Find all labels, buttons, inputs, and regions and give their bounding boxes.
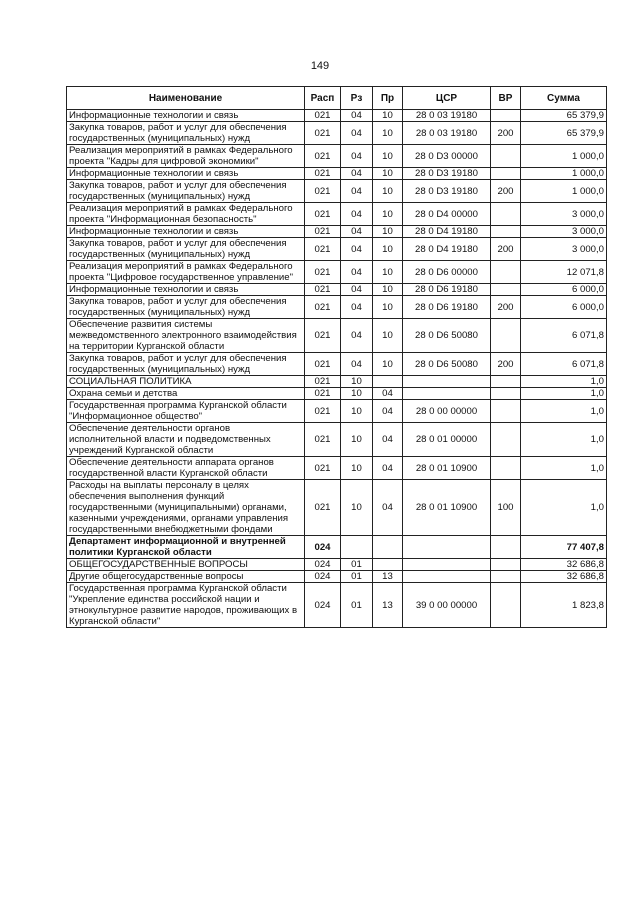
- cell-rasp: 021: [305, 110, 341, 122]
- cell-csr: 28 0 D4 00000: [403, 203, 491, 226]
- cell-sum: 3 000,0: [521, 238, 607, 261]
- cell-vr: [491, 284, 521, 296]
- cell-pr: 10: [373, 284, 403, 296]
- cell-rz: 04: [341, 284, 373, 296]
- cell-name: Закупка товаров, работ и услуг для обеспечения государственных (муниципальных) нужд: [67, 180, 305, 203]
- cell-rasp: 021: [305, 388, 341, 400]
- table-row: [67, 388, 607, 400]
- cell-rz: [341, 536, 373, 559]
- table-header-row: [67, 87, 607, 110]
- header-vr: ВР: [491, 87, 521, 110]
- cell-csr: 28 0 D4 19180: [403, 238, 491, 261]
- cell-name: Департамент информационной и внутренней политики Курганской области: [67, 536, 305, 559]
- cell-sum: 65 379,9: [521, 122, 607, 145]
- cell-vr: [491, 400, 521, 423]
- cell-rz: 04: [341, 226, 373, 238]
- cell-csr: 28 0 D3 19180: [403, 180, 491, 203]
- cell-pr: 10: [373, 296, 403, 319]
- cell-pr: 04: [373, 388, 403, 400]
- cell-vr: [491, 423, 521, 457]
- cell-pr: 10: [373, 238, 403, 261]
- cell-csr: 28 0 01 00000: [403, 423, 491, 457]
- cell-sum: 12 071,8: [521, 261, 607, 284]
- cell-vr: [491, 571, 521, 583]
- cell-name: Закупка товаров, работ и услуг для обеспечения государственных (муниципальных) нужд: [67, 238, 305, 261]
- table-row: [67, 203, 607, 226]
- cell-name: Закупка товаров, работ и услуг для обеспечения государственных (муниципальных) нужд: [67, 122, 305, 145]
- cell-name: Реализация мероприятий в рамках Федерального проекта "Цифровое государственное управление": [67, 261, 305, 284]
- cell-vr: [491, 376, 521, 388]
- cell-rz: 10: [341, 400, 373, 423]
- cell-sum: 6 000,0: [521, 296, 607, 319]
- table-row: [67, 423, 607, 457]
- cell-name: Обеспечение деятельности аппарата органов государственной власти Курганской области: [67, 457, 305, 480]
- cell-pr: 10: [373, 122, 403, 145]
- cell-csr: 39 0 00 00000: [403, 583, 491, 628]
- cell-name: Информационные технологии и связь: [67, 226, 305, 238]
- cell-sum: 6 071,8: [521, 319, 607, 353]
- cell-name: Информационные технологии и связь: [67, 284, 305, 296]
- cell-pr: 10: [373, 226, 403, 238]
- cell-csr: 28 0 03 19180: [403, 110, 491, 122]
- cell-csr: 28 0 01 10900: [403, 457, 491, 480]
- cell-csr: 28 0 D6 00000: [403, 261, 491, 284]
- cell-sum: 65 379,9: [521, 110, 607, 122]
- header-rz: Рз: [341, 87, 373, 110]
- cell-rasp: 024: [305, 559, 341, 571]
- cell-rasp: 021: [305, 423, 341, 457]
- table-row: [67, 583, 607, 628]
- cell-rasp: 021: [305, 145, 341, 168]
- header-sum: Сумма: [521, 87, 607, 110]
- header-csr: ЦСР: [403, 87, 491, 110]
- cell-sum: 1,0: [521, 376, 607, 388]
- cell-rz: 04: [341, 168, 373, 180]
- cell-sum: 1,0: [521, 457, 607, 480]
- cell-vr: [491, 536, 521, 559]
- cell-rasp: 021: [305, 480, 341, 536]
- cell-sum: 1 823,8: [521, 583, 607, 628]
- cell-vr: [491, 110, 521, 122]
- cell-name: Информационные технологии и связь: [67, 168, 305, 180]
- cell-sum: 6 071,8: [521, 353, 607, 376]
- cell-pr: 10: [373, 353, 403, 376]
- cell-rz: 04: [341, 203, 373, 226]
- cell-pr: 04: [373, 480, 403, 536]
- cell-pr: [373, 559, 403, 571]
- cell-pr: 10: [373, 180, 403, 203]
- table-row: [67, 110, 607, 122]
- cell-sum: 1,0: [521, 388, 607, 400]
- cell-vr: 200: [491, 296, 521, 319]
- cell-vr: 200: [491, 353, 521, 376]
- cell-vr: [491, 457, 521, 480]
- cell-csr: 28 0 01 10900: [403, 480, 491, 536]
- cell-rz: 01: [341, 559, 373, 571]
- cell-csr: 28 0 D3 00000: [403, 145, 491, 168]
- cell-name: Государственная программа Курганской области "Информационное общество": [67, 400, 305, 423]
- cell-name: Другие общегосударственные вопросы: [67, 571, 305, 583]
- cell-rz: 04: [341, 238, 373, 261]
- cell-csr: 28 0 D6 50080: [403, 319, 491, 353]
- cell-vr: 100: [491, 480, 521, 536]
- table-row: [67, 457, 607, 480]
- cell-csr: 28 0 03 19180: [403, 122, 491, 145]
- table-row: [67, 226, 607, 238]
- cell-name: Обеспечение деятельности органов исполнительной власти и подведомственных учреждений Курганской области: [67, 423, 305, 457]
- table-row: [67, 168, 607, 180]
- cell-sum: 1,0: [521, 400, 607, 423]
- cell-sum: 77 407,8: [521, 536, 607, 559]
- cell-rz: 04: [341, 180, 373, 203]
- cell-rasp: 021: [305, 353, 341, 376]
- cell-rz: 10: [341, 376, 373, 388]
- table-row: [67, 319, 607, 353]
- cell-vr: [491, 203, 521, 226]
- cell-rz: 04: [341, 261, 373, 284]
- cell-rasp: 021: [305, 226, 341, 238]
- cell-name: Расходы на выплаты персоналу в целях обеспечения выполнения функций государственными (муниципальными) органами, казенными учреждениями, органами управления государственными внебюджетными фондами: [67, 480, 305, 536]
- cell-rasp: 021: [305, 400, 341, 423]
- table-row: [67, 296, 607, 319]
- header-rasp: Расп: [305, 87, 341, 110]
- cell-vr: 200: [491, 238, 521, 261]
- cell-pr: 04: [373, 423, 403, 457]
- cell-vr: 200: [491, 180, 521, 203]
- cell-pr: 13: [373, 583, 403, 628]
- table-row: [67, 400, 607, 423]
- cell-name: Информационные технологии и связь: [67, 110, 305, 122]
- cell-rz: 01: [341, 583, 373, 628]
- cell-pr: 10: [373, 319, 403, 353]
- cell-pr: [373, 536, 403, 559]
- cell-name: Закупка товаров, работ и услуг для обеспечения государственных (муниципальных) нужд: [67, 296, 305, 319]
- cell-csr: 28 0 D4 19180: [403, 226, 491, 238]
- cell-rz: 04: [341, 145, 373, 168]
- cell-pr: 10: [373, 168, 403, 180]
- page-number: 149: [310, 60, 330, 72]
- table-row: [67, 122, 607, 145]
- cell-rasp: 021: [305, 168, 341, 180]
- cell-rasp: 021: [305, 284, 341, 296]
- cell-rasp: 021: [305, 122, 341, 145]
- cell-rz: 04: [341, 353, 373, 376]
- cell-csr: 28 0 D6 50080: [403, 353, 491, 376]
- cell-rasp: 021: [305, 457, 341, 480]
- cell-csr: [403, 559, 491, 571]
- cell-vr: [491, 559, 521, 571]
- table-row: [67, 145, 607, 168]
- header-name: Наименование: [67, 87, 305, 110]
- table-row: [67, 571, 607, 583]
- cell-name: Обеспечение развития системы межведомственного электронного взаимодействия на территории Курганской области: [67, 319, 305, 353]
- cell-rasp: 021: [305, 376, 341, 388]
- table-row: [67, 376, 607, 388]
- cell-rz: 04: [341, 319, 373, 353]
- cell-rasp: 021: [305, 238, 341, 261]
- cell-sum: 1,0: [521, 423, 607, 457]
- cell-sum: 32 686,8: [521, 571, 607, 583]
- table-row: [67, 559, 607, 571]
- budget-table: [66, 86, 607, 628]
- cell-sum: 3 000,0: [521, 203, 607, 226]
- cell-rz: 04: [341, 110, 373, 122]
- cell-csr: [403, 571, 491, 583]
- cell-vr: 200: [491, 122, 521, 145]
- cell-vr: [491, 145, 521, 168]
- table-row: [67, 238, 607, 261]
- cell-pr: [373, 376, 403, 388]
- cell-csr: 28 0 D6 19180: [403, 296, 491, 319]
- cell-pr: 10: [373, 110, 403, 122]
- cell-name: Реализация мероприятий в рамках Федерального проекта "Информационная безопасность": [67, 203, 305, 226]
- cell-pr: 04: [373, 457, 403, 480]
- cell-pr: 04: [373, 400, 403, 423]
- cell-rz: 01: [341, 571, 373, 583]
- cell-csr: 28 0 00 00000: [403, 400, 491, 423]
- cell-rasp: 021: [305, 296, 341, 319]
- table-row: [67, 353, 607, 376]
- cell-csr: 28 0 D6 19180: [403, 284, 491, 296]
- cell-name: ОБЩЕГОСУДАРСТВЕННЫЕ ВОПРОСЫ: [67, 559, 305, 571]
- cell-rz: 10: [341, 480, 373, 536]
- cell-name: Реализация мероприятий в рамках Федерального проекта "Кадры для цифровой экономики": [67, 145, 305, 168]
- cell-rasp: 021: [305, 319, 341, 353]
- cell-rz: 04: [341, 296, 373, 319]
- cell-sum: 1 000,0: [521, 145, 607, 168]
- cell-name: Закупка товаров, работ и услуг для обеспечения государственных (муниципальных) нужд: [67, 353, 305, 376]
- cell-rasp: 021: [305, 180, 341, 203]
- table-row: [67, 480, 607, 536]
- cell-rz: 10: [341, 388, 373, 400]
- cell-vr: [491, 168, 521, 180]
- cell-name: СОЦИАЛЬНАЯ ПОЛИТИКА: [67, 376, 305, 388]
- cell-vr: [491, 388, 521, 400]
- cell-sum: 6 000,0: [521, 284, 607, 296]
- cell-vr: [491, 583, 521, 628]
- cell-rasp: 024: [305, 583, 341, 628]
- cell-rasp: 021: [305, 203, 341, 226]
- cell-name: Государственная программа Курганской области "Укрепление единства российской нации и этнокультурное развитие народов, проживающих в Курганской области": [67, 583, 305, 628]
- cell-rasp: 024: [305, 536, 341, 559]
- cell-csr: [403, 388, 491, 400]
- table-row: [67, 284, 607, 296]
- cell-sum: 1 000,0: [521, 168, 607, 180]
- cell-name: Охрана семьи и детства: [67, 388, 305, 400]
- cell-vr: [491, 319, 521, 353]
- cell-csr: [403, 536, 491, 559]
- table-row: [67, 261, 607, 284]
- cell-pr: 13: [373, 571, 403, 583]
- cell-vr: [491, 261, 521, 284]
- cell-pr: 10: [373, 203, 403, 226]
- cell-vr: [491, 226, 521, 238]
- header-pr: Пр: [373, 87, 403, 110]
- table-row: [67, 180, 607, 203]
- cell-sum: 3 000,0: [521, 226, 607, 238]
- cell-sum: 32 686,8: [521, 559, 607, 571]
- cell-sum: 1,0: [521, 480, 607, 536]
- cell-rz: 04: [341, 122, 373, 145]
- cell-csr: 28 0 D3 19180: [403, 168, 491, 180]
- cell-sum: 1 000,0: [521, 180, 607, 203]
- cell-csr: [403, 376, 491, 388]
- cell-pr: 10: [373, 261, 403, 284]
- table-row: [67, 536, 607, 559]
- cell-rasp: 024: [305, 571, 341, 583]
- cell-rasp: 021: [305, 261, 341, 284]
- cell-rz: 10: [341, 457, 373, 480]
- cell-rz: 10: [341, 423, 373, 457]
- cell-pr: 10: [373, 145, 403, 168]
